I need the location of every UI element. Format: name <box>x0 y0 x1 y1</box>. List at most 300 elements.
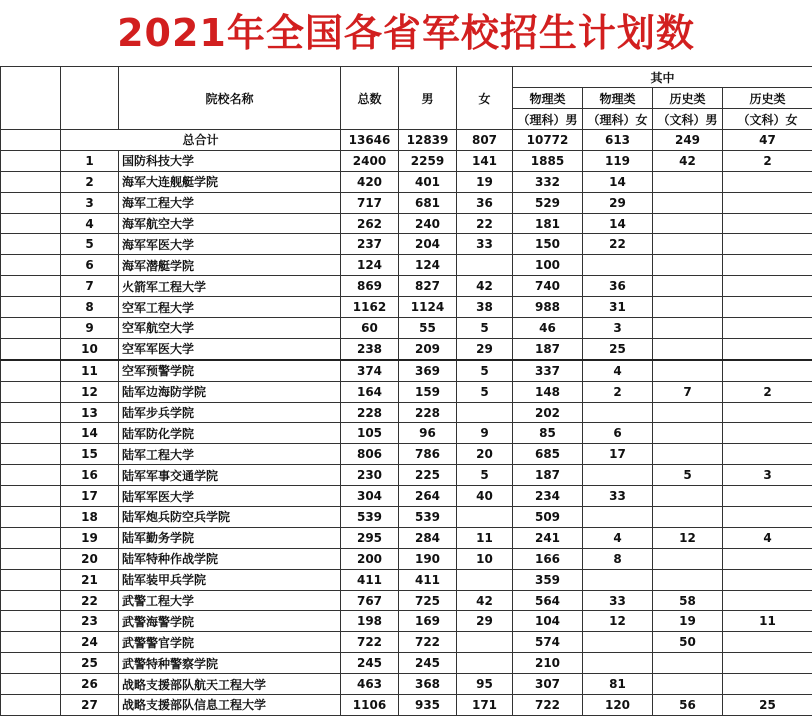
male-value: 786 <box>399 444 457 465</box>
summary-male: 12839 <box>399 130 457 151</box>
physics-male-value: 574 <box>513 632 583 653</box>
physics-female-value <box>583 507 653 528</box>
physics-female-value: 33 <box>583 486 653 507</box>
school-name: 空军航空大学 <box>119 318 341 339</box>
table-row <box>1 318 812 339</box>
table-row <box>1 695 812 716</box>
row-number: 17 <box>61 486 119 507</box>
male-value: 96 <box>399 423 457 444</box>
physics-female-value: 4 <box>583 360 653 381</box>
female-value: 29 <box>457 338 513 359</box>
history-male-value <box>653 213 723 234</box>
total-value: 230 <box>341 465 399 486</box>
summary-female: 807 <box>457 130 513 151</box>
blank-cell <box>1 486 61 507</box>
physics-male-value: 337 <box>513 360 583 381</box>
school-name: 火箭军工程大学 <box>119 276 341 297</box>
row-number: 20 <box>61 548 119 569</box>
history-male-value <box>653 338 723 359</box>
school-name: 空军预警学院 <box>119 360 341 381</box>
history-male-value: 5 <box>653 465 723 486</box>
physics-male-value: 307 <box>513 674 583 695</box>
history-male-value <box>653 297 723 318</box>
female-value: 33 <box>457 234 513 255</box>
total-value: 200 <box>341 548 399 569</box>
school-name: 陆军特种作战学院 <box>119 548 341 569</box>
school-name: 空军军医大学 <box>119 338 341 359</box>
total-value: 262 <box>341 213 399 234</box>
school-name: 陆军军事交通学院 <box>119 465 341 486</box>
physics-female-value <box>583 569 653 590</box>
physics-female-value: 22 <box>583 234 653 255</box>
row-number: 7 <box>61 276 119 297</box>
female-value: 5 <box>457 381 513 402</box>
physics-male-value: 529 <box>513 192 583 213</box>
female-value: 5 <box>457 318 513 339</box>
history-female-value <box>723 402 812 423</box>
school-name: 国防科技大学 <box>119 150 341 171</box>
table-row <box>1 213 812 234</box>
physics-male-value: 509 <box>513 507 583 528</box>
row-number: 21 <box>61 569 119 590</box>
history-male-value: 42 <box>653 150 723 171</box>
row-number: 25 <box>61 653 119 674</box>
physics-female-value: 25 <box>583 338 653 359</box>
table-row <box>1 297 812 318</box>
table-row <box>1 150 812 171</box>
row-number: 4 <box>61 213 119 234</box>
history-male-value <box>653 674 723 695</box>
female-value <box>457 255 513 276</box>
physics-male-value: 187 <box>513 338 583 359</box>
history-female-value <box>723 569 812 590</box>
female-value: 38 <box>457 297 513 318</box>
history-male-value: 50 <box>653 632 723 653</box>
school-name: 陆军步兵学院 <box>119 402 341 423</box>
physics-female-value: 31 <box>583 297 653 318</box>
row-number: 13 <box>61 402 119 423</box>
blank-cell <box>1 548 61 569</box>
table-row <box>1 255 812 276</box>
blank-cell <box>1 444 61 465</box>
blank-cell <box>1 632 61 653</box>
blank-cell <box>1 297 61 318</box>
history-female-header-line1: 历史类 <box>723 88 812 109</box>
physics-female-value: 119 <box>583 150 653 171</box>
male-value: 240 <box>399 213 457 234</box>
physics-male-value: 241 <box>513 527 583 548</box>
table-row <box>1 653 812 674</box>
blank-cell <box>1 234 61 255</box>
blank-cell <box>1 611 61 632</box>
table-row <box>1 402 812 423</box>
physics-female-value: 33 <box>583 590 653 611</box>
blank-cell <box>1 192 61 213</box>
physics-male-value: 210 <box>513 653 583 674</box>
male-value: 55 <box>399 318 457 339</box>
enrollment-table <box>0 66 812 716</box>
male-value: 401 <box>399 171 457 192</box>
physics-male-header-line2: （理科）男 <box>513 109 583 130</box>
blank-cell <box>1 465 61 486</box>
summary-history-male: 249 <box>653 130 723 151</box>
history-female-value <box>723 276 812 297</box>
physics-female-header-line1: 物理类 <box>583 88 653 109</box>
history-female-value: 11 <box>723 611 812 632</box>
blank-cell <box>1 402 61 423</box>
male-value: 209 <box>399 338 457 359</box>
history-male-value <box>653 548 723 569</box>
summary-label: 总合计 <box>61 130 341 151</box>
history-male-value <box>653 276 723 297</box>
physics-male-value: 46 <box>513 318 583 339</box>
blank-cell <box>1 171 61 192</box>
physics-male-value: 166 <box>513 548 583 569</box>
row-number: 2 <box>61 171 119 192</box>
row-number: 26 <box>61 674 119 695</box>
table-row <box>1 423 812 444</box>
physics-male-value: 988 <box>513 297 583 318</box>
history-female-value <box>723 653 812 674</box>
physics-male-value: 181 <box>513 213 583 234</box>
physics-male-header-line1: 物理类 <box>513 88 583 109</box>
blank-cell <box>1 255 61 276</box>
blank-cell <box>1 569 61 590</box>
school-name: 战略支援部队信息工程大学 <box>119 695 341 716</box>
history-female-value: 2 <box>723 150 812 171</box>
table-row <box>1 338 812 359</box>
history-female-value <box>723 297 812 318</box>
history-female-value <box>723 548 812 569</box>
summary-physics-male: 10772 <box>513 130 583 151</box>
history-female-value <box>723 318 812 339</box>
physics-female-value: 2 <box>583 381 653 402</box>
total-value: 304 <box>341 486 399 507</box>
row-number: 8 <box>61 297 119 318</box>
female-value: 40 <box>457 486 513 507</box>
male-value: 2259 <box>399 150 457 171</box>
physics-female-value: 81 <box>583 674 653 695</box>
female-value: 36 <box>457 192 513 213</box>
table-row <box>1 674 812 695</box>
history-female-value: 25 <box>723 695 812 716</box>
total-value: 806 <box>341 444 399 465</box>
female-value: 171 <box>457 695 513 716</box>
school-name: 海军航空大学 <box>119 213 341 234</box>
history-male-header-line2: （文科）男 <box>653 109 723 130</box>
table-row <box>1 360 812 381</box>
school-name: 海军潜艇学院 <box>119 255 341 276</box>
table-row <box>1 611 812 632</box>
physics-female-value <box>583 465 653 486</box>
row-number: 15 <box>61 444 119 465</box>
school-name: 海军军医大学 <box>119 234 341 255</box>
physics-female-value: 4 <box>583 527 653 548</box>
female-value: 95 <box>457 674 513 695</box>
school-name: 武警特种警察学院 <box>119 653 341 674</box>
table-row <box>1 632 812 653</box>
school-name: 武警工程大学 <box>119 590 341 611</box>
physics-male-value: 202 <box>513 402 583 423</box>
history-male-value: 7 <box>653 381 723 402</box>
male-value: 284 <box>399 527 457 548</box>
blank-cell <box>1 507 61 528</box>
male-value: 368 <box>399 674 457 695</box>
total-value: 411 <box>341 569 399 590</box>
female-value: 29 <box>457 611 513 632</box>
history-male-header-line1: 历史类 <box>653 88 723 109</box>
school-name: 陆军军医大学 <box>119 486 341 507</box>
female-value: 9 <box>457 423 513 444</box>
school-name: 战略支援部队航天工程大学 <box>119 674 341 695</box>
female-value <box>457 632 513 653</box>
total-value: 105 <box>341 423 399 444</box>
male-value: 411 <box>399 569 457 590</box>
physics-male-value: 187 <box>513 465 583 486</box>
row-number: 9 <box>61 318 119 339</box>
blank-cell <box>1 150 61 171</box>
physics-female-value <box>583 632 653 653</box>
male-value: 264 <box>399 486 457 507</box>
male-value: 204 <box>399 234 457 255</box>
history-male-value <box>653 569 723 590</box>
school-name: 陆军炮兵防空兵学院 <box>119 507 341 528</box>
total-value: 124 <box>341 255 399 276</box>
row-number: 5 <box>61 234 119 255</box>
history-female-value <box>723 590 812 611</box>
row-number: 12 <box>61 381 119 402</box>
summary-total: 13646 <box>341 130 399 151</box>
physics-female-value: 36 <box>583 276 653 297</box>
school-name: 陆军勤务学院 <box>119 527 341 548</box>
total-header: 总数 <box>341 67 399 130</box>
history-female-value <box>723 192 812 213</box>
physics-male-value: 104 <box>513 611 583 632</box>
school-name: 陆军边海防学院 <box>119 381 341 402</box>
male-value: 225 <box>399 465 457 486</box>
female-value: 19 <box>457 171 513 192</box>
history-female-value <box>723 171 812 192</box>
male-value: 169 <box>399 611 457 632</box>
row-number: 24 <box>61 632 119 653</box>
physics-male-value: 359 <box>513 569 583 590</box>
male-value: 228 <box>399 402 457 423</box>
table-row <box>1 507 812 528</box>
physics-male-value: 100 <box>513 255 583 276</box>
summary-row <box>1 130 812 151</box>
physics-female-value <box>583 255 653 276</box>
physics-male-value: 564 <box>513 590 583 611</box>
history-female-value <box>723 234 812 255</box>
history-female-value: 3 <box>723 465 812 486</box>
total-value: 1162 <box>341 297 399 318</box>
physics-female-header-line2: （理科）女 <box>583 109 653 130</box>
total-value: 295 <box>341 527 399 548</box>
history-female-value: 4 <box>723 527 812 548</box>
blank-cell <box>1 381 61 402</box>
row-number: 23 <box>61 611 119 632</box>
blank-header-cell <box>1 67 61 130</box>
blank-cell <box>1 318 61 339</box>
total-value: 1106 <box>341 695 399 716</box>
school-name: 海军大连舰艇学院 <box>119 171 341 192</box>
school-name: 陆军工程大学 <box>119 444 341 465</box>
total-value: 60 <box>341 318 399 339</box>
breakdown-group-header: 其中 <box>513 67 812 88</box>
school-name: 武警海警学院 <box>119 611 341 632</box>
total-value: 198 <box>341 611 399 632</box>
history-female-value <box>723 507 812 528</box>
table-row <box>1 444 812 465</box>
table-row <box>1 465 812 486</box>
history-female-value <box>723 444 812 465</box>
row-number: 27 <box>61 695 119 716</box>
male-value: 935 <box>399 695 457 716</box>
summary-physics-female: 613 <box>583 130 653 151</box>
female-value: 11 <box>457 527 513 548</box>
history-male-value <box>653 402 723 423</box>
blank-cell <box>1 213 61 234</box>
row-number: 18 <box>61 507 119 528</box>
page-title: 2021年全国各省军校招生计划数 <box>0 0 812 66</box>
row-number: 3 <box>61 192 119 213</box>
history-male-value <box>653 444 723 465</box>
history-male-value <box>653 486 723 507</box>
physics-male-value: 722 <box>513 695 583 716</box>
physics-female-value <box>583 653 653 674</box>
school-name: 海军工程大学 <box>119 192 341 213</box>
female-value: 10 <box>457 548 513 569</box>
female-value: 141 <box>457 150 513 171</box>
blank-cell <box>1 360 61 381</box>
total-value: 767 <box>341 590 399 611</box>
summary-blank-cell <box>1 130 61 151</box>
total-value: 374 <box>341 360 399 381</box>
total-value: 869 <box>341 276 399 297</box>
total-value: 463 <box>341 674 399 695</box>
physics-female-value: 8 <box>583 548 653 569</box>
female-value: 5 <box>457 360 513 381</box>
blank-cell <box>1 590 61 611</box>
female-value <box>457 569 513 590</box>
blank-cell <box>1 527 61 548</box>
physics-male-value: 1885 <box>513 150 583 171</box>
female-value: 42 <box>457 276 513 297</box>
physics-male-value: 148 <box>513 381 583 402</box>
history-male-value: 19 <box>653 611 723 632</box>
male-value: 1124 <box>399 297 457 318</box>
table-row <box>1 171 812 192</box>
history-male-value: 56 <box>653 695 723 716</box>
school-name: 陆军防化学院 <box>119 423 341 444</box>
physics-male-value: 150 <box>513 234 583 255</box>
total-value: 164 <box>341 381 399 402</box>
table-row <box>1 192 812 213</box>
table-row <box>1 381 812 402</box>
blank-cell <box>1 276 61 297</box>
total-value: 238 <box>341 338 399 359</box>
physics-female-value: 6 <box>583 423 653 444</box>
table-row <box>1 527 812 548</box>
history-male-value <box>653 423 723 444</box>
male-value: 681 <box>399 192 457 213</box>
table-row <box>1 234 812 255</box>
history-female-value <box>723 423 812 444</box>
row-number: 6 <box>61 255 119 276</box>
number-header-cell <box>61 67 119 130</box>
female-value <box>457 402 513 423</box>
female-value: 5 <box>457 465 513 486</box>
male-value: 725 <box>399 590 457 611</box>
history-male-value: 58 <box>653 590 723 611</box>
history-male-value: 12 <box>653 527 723 548</box>
physics-female-value: 3 <box>583 318 653 339</box>
male-value: 159 <box>399 381 457 402</box>
total-value: 722 <box>341 632 399 653</box>
history-female-value <box>723 360 812 381</box>
male-header: 男 <box>399 67 457 130</box>
total-value: 245 <box>341 653 399 674</box>
total-value: 420 <box>341 171 399 192</box>
physics-female-value: 14 <box>583 171 653 192</box>
total-value: 717 <box>341 192 399 213</box>
history-male-value <box>653 360 723 381</box>
blank-cell <box>1 653 61 674</box>
row-number: 14 <box>61 423 119 444</box>
physics-male-value: 740 <box>513 276 583 297</box>
history-male-value <box>653 653 723 674</box>
history-male-value <box>653 234 723 255</box>
table-row <box>1 486 812 507</box>
row-number: 1 <box>61 150 119 171</box>
physics-male-value: 685 <box>513 444 583 465</box>
male-value: 369 <box>399 360 457 381</box>
blank-cell <box>1 695 61 716</box>
history-female-header-line2: （文科）女 <box>723 109 812 130</box>
history-female-value <box>723 486 812 507</box>
row-number: 11 <box>61 360 119 381</box>
total-value: 539 <box>341 507 399 528</box>
summary-history-female: 47 <box>723 130 812 151</box>
male-value: 539 <box>399 507 457 528</box>
history-male-value <box>653 192 723 213</box>
history-female-value <box>723 213 812 234</box>
blank-cell <box>1 423 61 444</box>
history-female-value: 2 <box>723 381 812 402</box>
school-name: 空军工程大学 <box>119 297 341 318</box>
blank-cell <box>1 674 61 695</box>
physics-male-value: 332 <box>513 171 583 192</box>
male-value: 124 <box>399 255 457 276</box>
table-row <box>1 548 812 569</box>
male-value: 722 <box>399 632 457 653</box>
male-value: 245 <box>399 653 457 674</box>
female-value <box>457 507 513 528</box>
female-value <box>457 653 513 674</box>
row-number: 16 <box>61 465 119 486</box>
table-row <box>1 569 812 590</box>
female-header: 女 <box>457 67 513 130</box>
total-value: 2400 <box>341 150 399 171</box>
history-female-value <box>723 255 812 276</box>
female-value: 42 <box>457 590 513 611</box>
blank-cell <box>1 338 61 359</box>
history-female-value <box>723 674 812 695</box>
history-male-value <box>653 507 723 528</box>
history-female-value <box>723 338 812 359</box>
total-value: 228 <box>341 402 399 423</box>
physics-female-value: 17 <box>583 444 653 465</box>
